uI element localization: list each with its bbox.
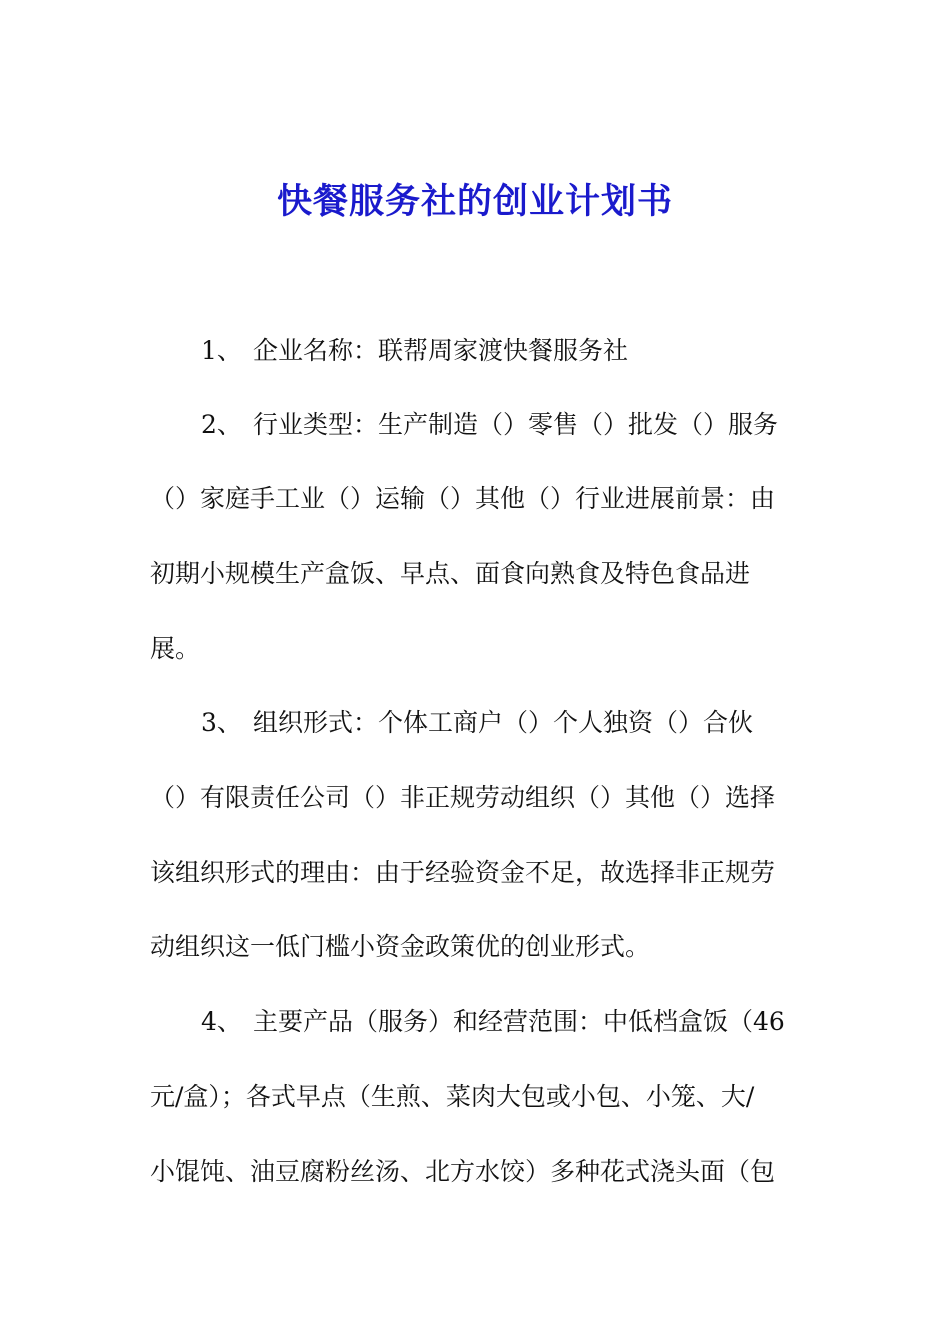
item-2-text-1: 行业类型：生产制造（）零售（）批发（）服务: [253, 410, 779, 439]
item-3-number: 3、: [201, 708, 242, 737]
document-title: 快餐服务社的创业计划书: [276, 182, 673, 222]
item-3-line-2: （）有限责任公司（）非正规劳动组织（）其他（）选择: [150, 783, 776, 812]
item-1-number: 1、: [201, 336, 242, 365]
item-1-line-1: [201, 333, 851, 369]
item-4-line-1: [201, 1004, 851, 1040]
item-2-line-3: 初期小规模生产盒饭、早点、面食向熟食及特色食品进: [150, 559, 751, 588]
item-3-line-4: 动组织这一低门槛小资金政策优的创业形式。: [150, 932, 651, 961]
item-2-line-4: 展。: [150, 634, 201, 663]
item-2-line-1: [201, 407, 851, 443]
item-3-line-1: [201, 705, 851, 741]
item-2-line-2: （）家庭手工业（）运输（）其他（）行业进展前景：由: [150, 484, 776, 513]
item-4-line-2: 元/盒）；各式早点（生煎、菜肉大包或小包、小笼、大/: [150, 1082, 755, 1111]
item-4-text-1: 主要产品（服务）和经营范围：中低档盒饭（46: [253, 1007, 785, 1036]
item-4-line-3: 小馄饨、油豆腐粉丝汤、北方水饺）多种花式浇头面（包: [150, 1157, 776, 1186]
item-3-text-1: 组织形式：个体工商户（）个人独资（）合伙: [253, 708, 754, 737]
item-3-line-3: 该组织形式的理由：由于经验资金不足，故选择非正规劳: [150, 858, 776, 887]
item-1-text: 企业名称：联帮周家渡快餐服务社: [253, 336, 629, 365]
item-4-number: 4、: [201, 1007, 242, 1036]
item-2-number: 2、: [201, 410, 242, 439]
